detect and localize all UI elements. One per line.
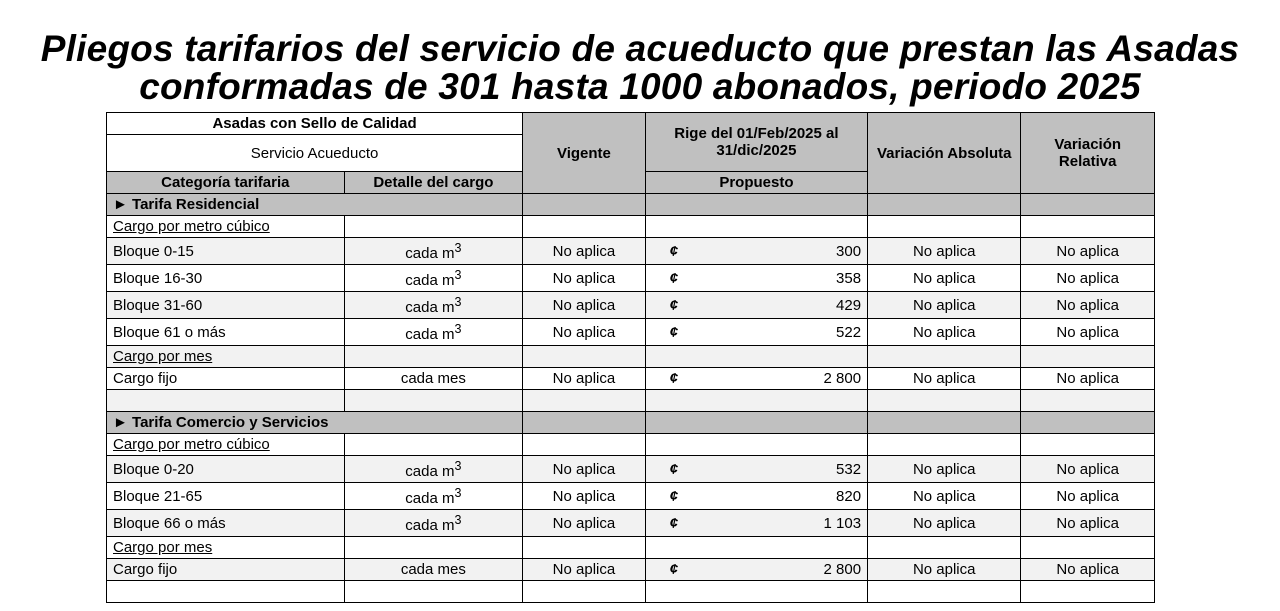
row-category: Bloque 0-20 — [107, 456, 345, 483]
colon-icon: ¢ — [645, 559, 669, 581]
header-vigente: Vigente — [523, 113, 646, 194]
section-residencial: ► Tarifa Residencial — [107, 194, 523, 216]
subheader-row — [107, 216, 1155, 238]
row-detail: cada $m^3$ — [344, 456, 523, 483]
header-row-1 — [107, 113, 1155, 135]
section-residencial-row — [107, 194, 1155, 216]
colon-icon: ¢ — [645, 265, 669, 292]
row-var-rel: No aplica — [1021, 319, 1155, 346]
row-propuesto: 300 — [669, 238, 867, 265]
row-detail: cada mes — [344, 559, 523, 581]
colon-icon: ¢ — [645, 368, 669, 390]
row-var-rel: No aplica — [1021, 238, 1155, 265]
row-var-abs: No aplica — [868, 483, 1021, 510]
row-propuesto: 522 — [669, 319, 867, 346]
table-row — [107, 483, 1155, 510]
row-vigente: No aplica — [523, 292, 646, 319]
row-category: Bloque 16-30 — [107, 265, 345, 292]
row-detail: cada mes — [344, 368, 523, 390]
row-var-abs: No aplica — [868, 510, 1021, 537]
section-comercio: ► Tarifa Comercio y Servicios — [107, 412, 523, 434]
row-propuesto: 820 — [669, 483, 867, 510]
row-var-rel: No aplica — [1021, 368, 1155, 390]
header-propuesto: Propuesto — [645, 172, 867, 194]
cargo-m3-label: Cargo por metro cúbico — [107, 434, 345, 456]
colon-icon: ¢ — [645, 238, 669, 265]
row-var-rel: No aplica — [1021, 292, 1155, 319]
colon-icon: ¢ — [645, 456, 669, 483]
header-servicio: Servicio Acueducto — [107, 135, 523, 172]
spacer-row — [107, 581, 1155, 603]
cargo-mes-label: Cargo por mes — [107, 537, 345, 559]
subheader-row — [107, 346, 1155, 368]
row-detail: cada $m^3$ — [344, 292, 523, 319]
table-row — [107, 265, 1155, 292]
subheader-row — [107, 537, 1155, 559]
row-vigente: No aplica — [523, 456, 646, 483]
spacer-row — [107, 390, 1155, 412]
row-var-abs: No aplica — [868, 456, 1021, 483]
row-var-rel: No aplica — [1021, 483, 1155, 510]
row-propuesto: 2 800 — [669, 368, 867, 390]
row-vigente: No aplica — [523, 265, 646, 292]
row-var-rel: No aplica — [1021, 559, 1155, 581]
table-row — [107, 510, 1155, 537]
row-category: Cargo fijo — [107, 559, 345, 581]
tariff-table — [106, 112, 1155, 603]
row-category: Bloque 61 o más — [107, 319, 345, 346]
colon-icon: ¢ — [645, 483, 669, 510]
colon-icon: ¢ — [645, 510, 669, 537]
row-category: Bloque 31-60 — [107, 292, 345, 319]
row-var-rel: No aplica — [1021, 510, 1155, 537]
row-detail: cada $m^3$ — [344, 483, 523, 510]
row-category: Bloque 0-15 — [107, 238, 345, 265]
row-var-abs: No aplica — [868, 368, 1021, 390]
table-row — [107, 319, 1155, 346]
table-row — [107, 559, 1155, 581]
cargo-mes-label: Cargo por mes — [107, 346, 345, 368]
table-row — [107, 238, 1155, 265]
row-propuesto: 358 — [669, 265, 867, 292]
row-category: Bloque 21-65 — [107, 483, 345, 510]
colon-icon: ¢ — [645, 292, 669, 319]
title-line-2: conformadas de 301 hasta 1000 abonados, periodo 2025 — [139, 66, 1141, 107]
row-propuesto: 532 — [669, 456, 867, 483]
row-vigente: No aplica — [523, 510, 646, 537]
row-var-rel: No aplica — [1021, 456, 1155, 483]
header-rige: Rige del 01/Feb/2025 al 31/dic/2025 — [645, 113, 867, 172]
table-row — [107, 292, 1155, 319]
row-vigente: No aplica — [523, 319, 646, 346]
header-variacion-absoluta: Variación Absoluta — [868, 113, 1021, 194]
document-title — [0, 30, 1280, 106]
table-row — [107, 456, 1155, 483]
row-category: Cargo fijo — [107, 368, 345, 390]
row-var-rel: No aplica — [1021, 265, 1155, 292]
row-detail: cada $m^3$ — [344, 510, 523, 537]
row-propuesto: 429 — [669, 292, 867, 319]
row-var-abs: No aplica — [868, 238, 1021, 265]
row-vigente: No aplica — [523, 368, 646, 390]
colon-icon: ¢ — [645, 319, 669, 346]
row-category: Bloque 66 o más — [107, 510, 345, 537]
row-vigente: No aplica — [523, 559, 646, 581]
row-var-abs: No aplica — [868, 319, 1021, 346]
header-categoria: Categoría tarifaria — [107, 172, 345, 194]
row-vigente: No aplica — [523, 483, 646, 510]
title-line-1: Pliegos tarifarios del servicio de acueducto que prestan las Asadas — [40, 28, 1240, 69]
table-row — [107, 368, 1155, 390]
row-detail: cada $m^3$ — [344, 319, 523, 346]
header-asadas: Asadas con Sello de Calidad — [107, 113, 523, 135]
row-propuesto: 1 103 — [669, 510, 867, 537]
row-detail: cada $m^3$ — [344, 238, 523, 265]
row-var-abs: No aplica — [868, 292, 1021, 319]
cargo-m3-label: Cargo por metro cúbico — [107, 216, 345, 238]
header-detalle: Detalle del cargo — [344, 172, 523, 194]
row-propuesto: 2 800 — [669, 559, 867, 581]
row-var-abs: No aplica — [868, 559, 1021, 581]
row-detail: cada $m^3$ — [344, 265, 523, 292]
section-comercio-row — [107, 412, 1155, 434]
subheader-row — [107, 434, 1155, 456]
row-vigente: No aplica — [523, 238, 646, 265]
row-var-abs: No aplica — [868, 265, 1021, 292]
header-variacion-relativa: Variación Relativa — [1021, 113, 1155, 194]
